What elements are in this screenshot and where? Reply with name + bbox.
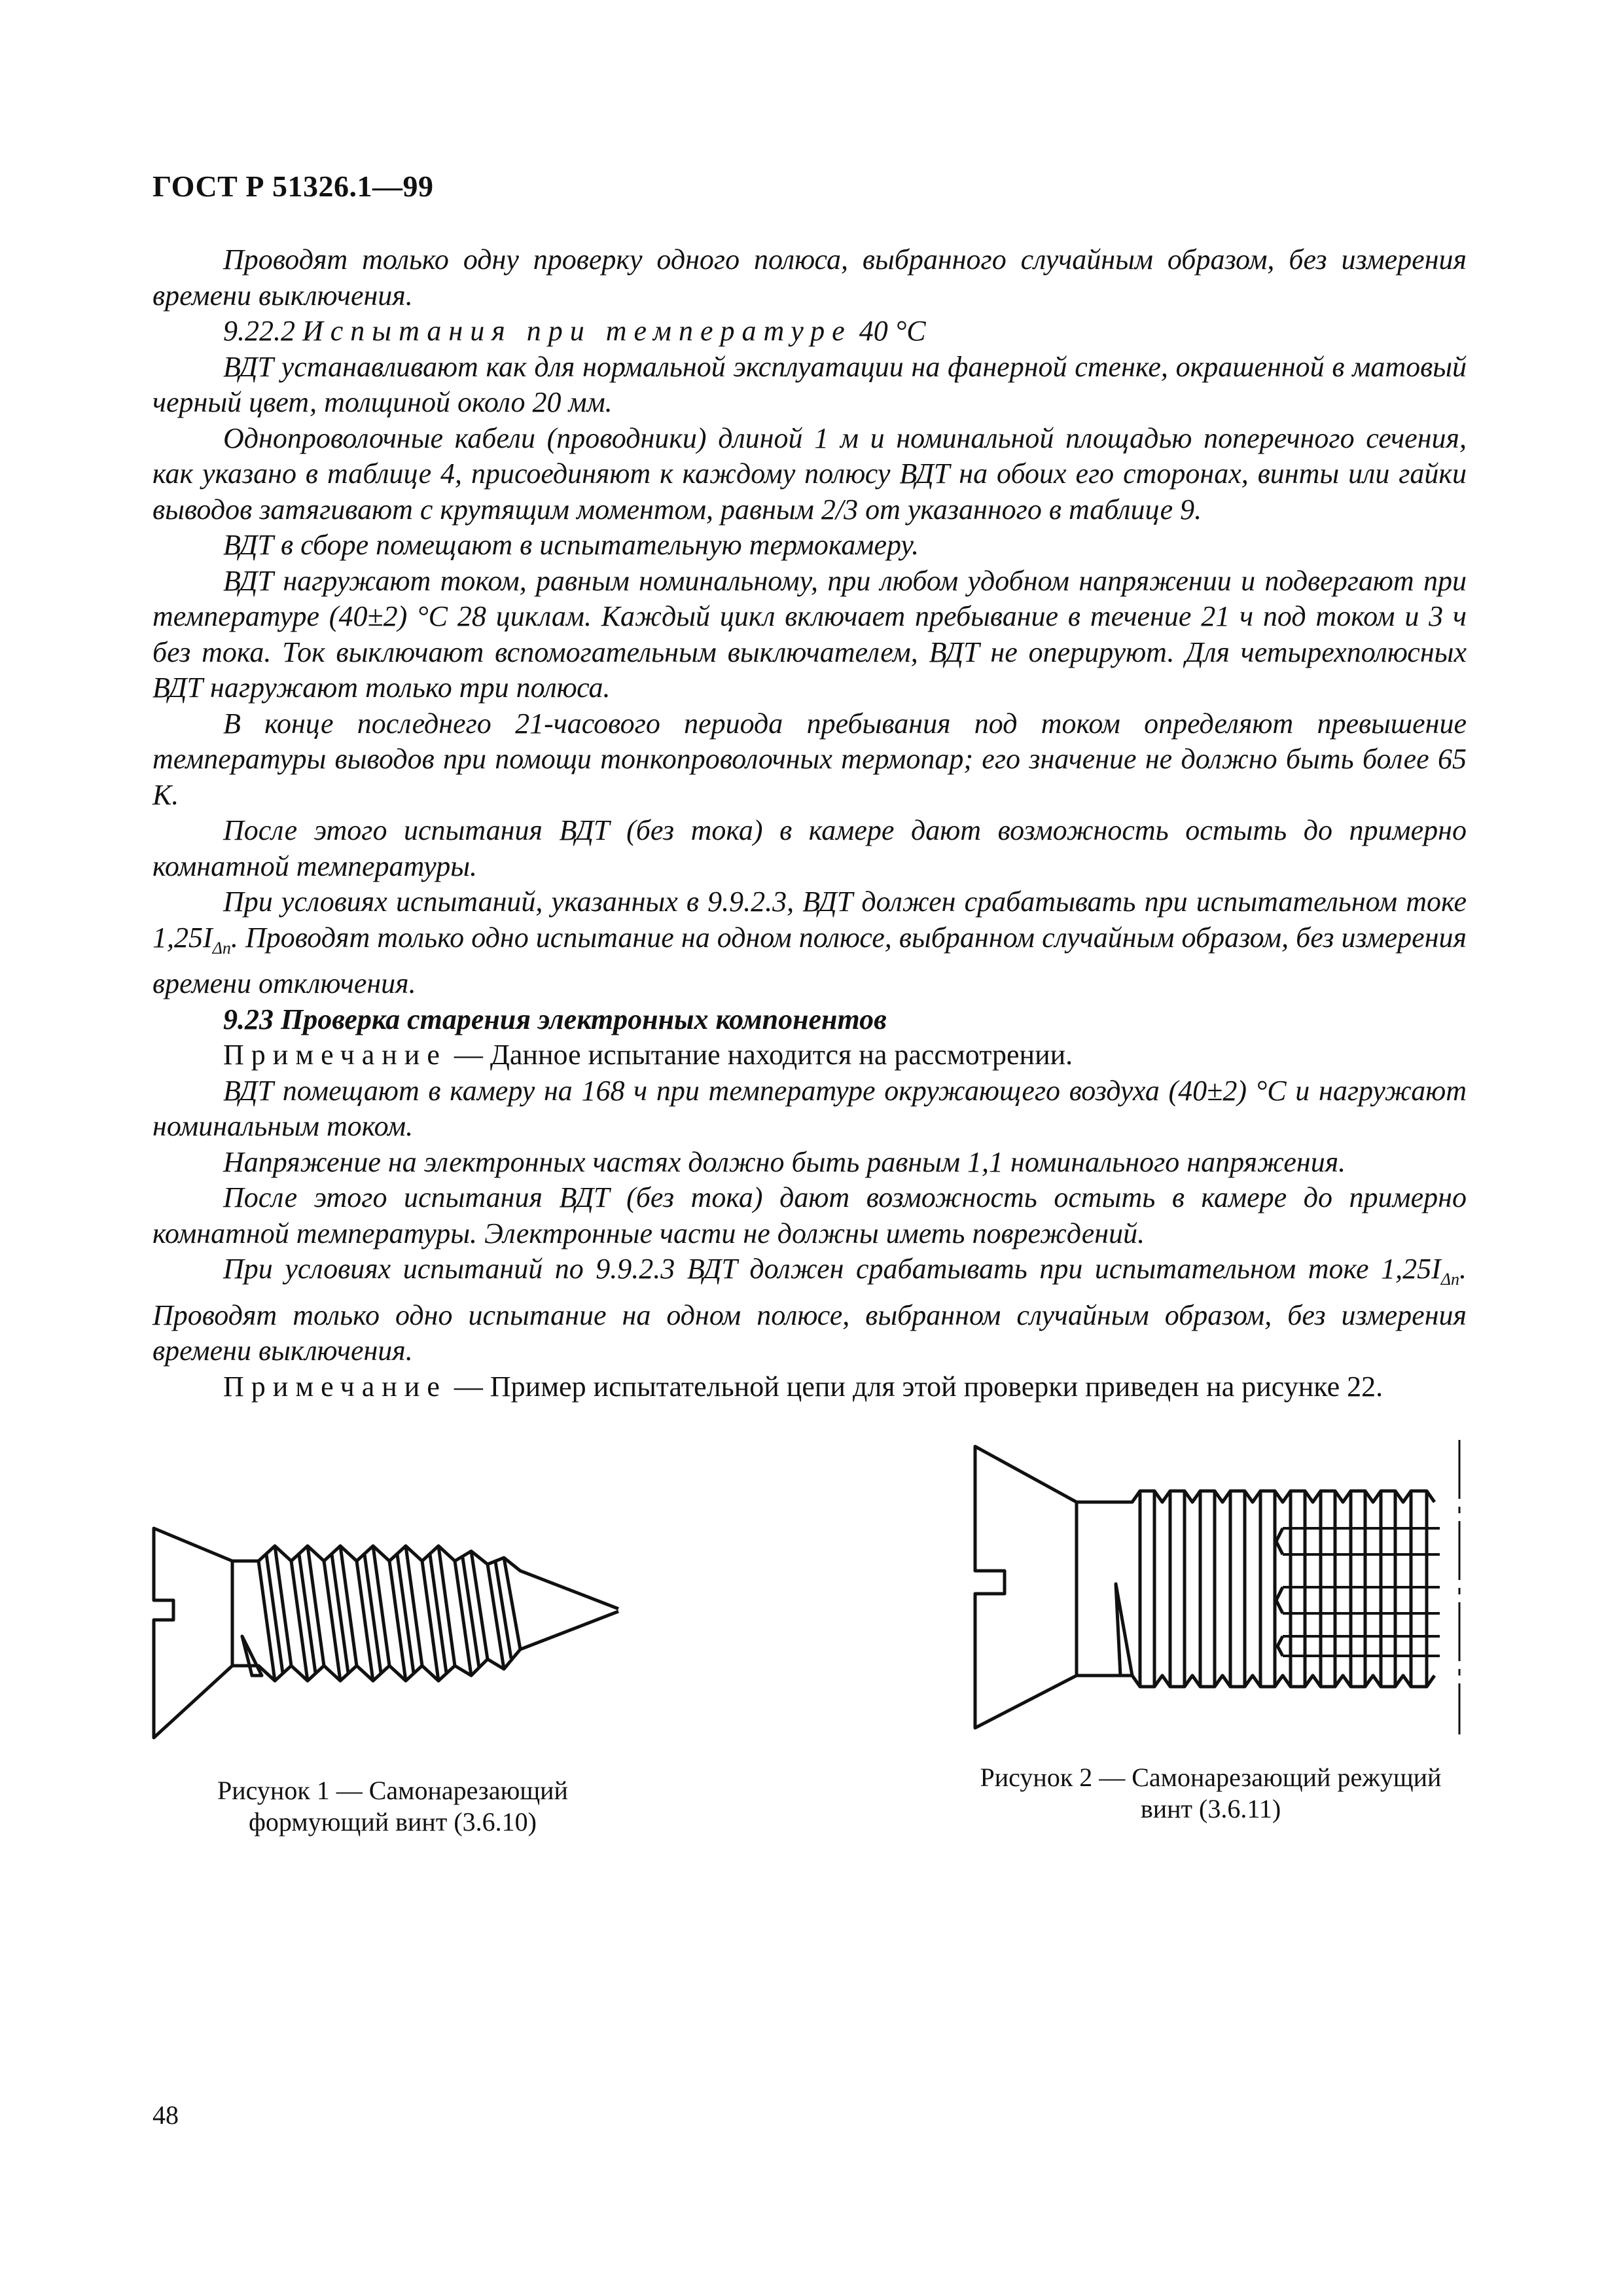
figure-2-caption: Рисунок 2 — Самонарезающий режущий винт (3.6.11) — [980, 1763, 1442, 1823]
paragraph: ВДТ помещают в камеру на 168 ч при температуре окружающего воздуха (40±2) °С и нагружают номинальным током. — [152, 1074, 1467, 1142]
section-heading-9-22-2: 9.22.2 Испытания при температуре 40 °С — [223, 315, 926, 347]
page-number: 48 — [152, 2100, 179, 2130]
body-text — [152, 242, 1467, 1405]
paragraph: Однопроволочные кабели (проводники) длиной 1 м и номинальной площадью поперечного сечения, как указано в таблице 4, присоединяют к каждому полюсу ВДТ на обоих его сторонах, винты или гайки выводов затягивают с крутящим моментом, равным 2/3 от указанного в таблице 9. — [152, 422, 1467, 526]
section-heading-9-23: 9.23 Проверка старения электронных компонентов — [223, 1003, 887, 1035]
paragraph: В конце последнего 21-часового периода пребывания под током определяют превышение температуры выводов при помощи тонкопроволочных термопар; его значение не должно быть более 65 К. — [152, 707, 1467, 811]
document-header: ГОСТ Р 51326.1—99 — [152, 170, 434, 203]
note: Примечание — Пример испытательной цепи для этой проверки приведен на рисунке 22. — [223, 1370, 1383, 1403]
paragraph: ВДТ в сборе помещают в испытательную термокамеру. — [223, 529, 919, 561]
figure-1-caption: Рисунок 1 — Самонарезающий формующий винт (3.6.10) — [217, 1776, 568, 1837]
figure-2-screw-drawing — [969, 1420, 1466, 1748]
paragraph: ВДТ устанавливают как для нормальной эксплуатации на фанерной стенке, окрашенной в матовый черный цвет, толщиной около 20 мм. — [152, 350, 1467, 418]
paragraph: Напряжение на электронных частях должно быть равным 1,1 номинального напряжения. — [223, 1145, 1346, 1178]
paragraph: Проводят только одну проверку одного полюса, выбранного случайным образом, без измерения времени выключения. — [152, 243, 1467, 312]
paragraph: При условиях испытаний по 9.9.2.3 ВДТ должен срабатывать при испытательном токе $1,25I_{\Delta n}$. Проводят только одно испытание на одном полюсе, выбранном случайным образом, без измерения времени выключения. — [152, 1253, 1467, 1367]
paragraph: После этого испытания ВДТ (без тока) в камере дают возможность остыть до примерно комнатной температуры. — [152, 814, 1467, 882]
figure-1-screw-drawing — [147, 1512, 632, 1754]
paragraph: При условиях испытаний, указанных в 9.9.2.3, ВДТ должен срабатывать при испытательном токе $1,25I_{\Delta n}$. Проводят только одно испытание на одном полюсе, выбранном случайным образом, без измерения времени отключения. — [152, 886, 1467, 999]
paragraph: После этого испытания ВДТ (без тока) дают возможность остыть в камере до примерно комнатной температуры. Электронные части не должны иметь повреждений. — [152, 1181, 1467, 1249]
note: Примечание — Данное испытание находится на рассмотрении. — [223, 1039, 1073, 1071]
paragraph: ВДТ нагружают током, равным номинальному, при любом удобном напряжении и подвергают при температуре (40±2) °С 28 циклам. Каждый цикл включает пребывание в течение 21 ч под током и 3 ч без тока. Ток выключают вспомогательным выключателем, ВДТ не оперируют. Для четырехполюсных ВДТ нагружают только три полюса. — [152, 564, 1467, 704]
